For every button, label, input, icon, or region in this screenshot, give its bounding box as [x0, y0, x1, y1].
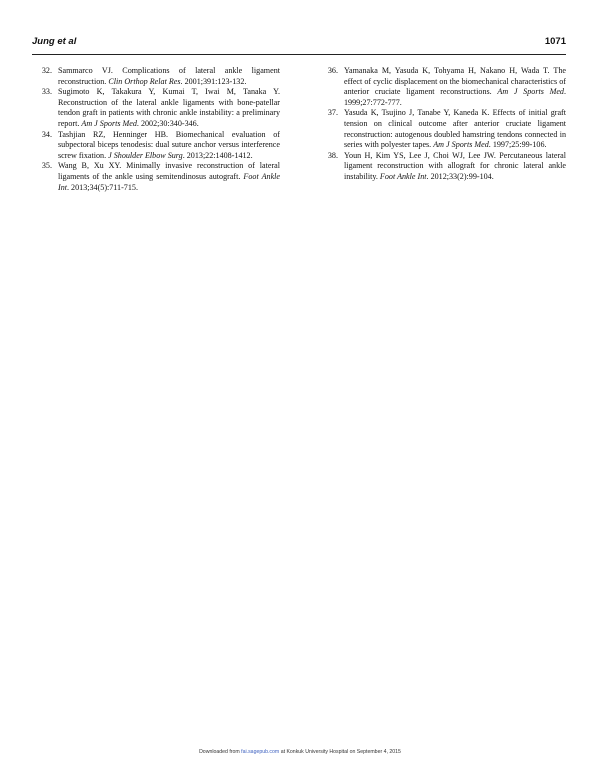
reference-item	[318, 108, 566, 150]
reference-journal: Am J Sports Med	[433, 140, 489, 150]
reference-citation: . 2012;33(2):99-104.	[426, 171, 494, 181]
reference-item	[32, 130, 280, 162]
header-rule	[32, 54, 566, 55]
reference-journal: Clin Orthop Relat Res	[108, 76, 181, 86]
reference-journal: Am J Sports Med	[497, 87, 564, 97]
reference-item	[32, 161, 280, 193]
reference-citation: . 1997;25:99-106.	[488, 140, 547, 150]
reference-journal: Foot Ankle Int	[58, 171, 280, 192]
reference-text: Tashjian RZ, Henninger HB. Biomechanical evaluation of subpectoral biceps tenodesis: dual suture anchor versus interference screw fixation.	[58, 129, 280, 160]
download-footer	[0, 749, 600, 755]
reference-journal: Am J Sports Med	[81, 118, 137, 128]
reference-text: Wang B, Xu XY. Minimally invasive reconstruction of lateral ligaments of the ankle using semitendinosus autograft.	[58, 161, 280, 181]
reference-text: Yamanaka M, Yasuda K, Tohyama H, Nakano H, Wada T. The effect of cyclic displacement on the biomechanical characteristics of anterior cruciate ligament reconstructions.	[344, 66, 566, 97]
reference-text: Yasuda K, Tsujino J, Tanabe Y, Kaneda K. Effects of initial graft tension on clinical outcome after anterior cruciate ligament reconstruction: autogenous doubled hamstring tendons connected in series with polyester tapes.	[344, 108, 566, 150]
reference-journal: Foot Ankle Int	[379, 171, 427, 181]
running-head-authors: Jung et al	[32, 36, 77, 47]
reference-item	[318, 66, 566, 108]
reference-number: 38.	[327, 150, 338, 160]
footer-prefix: Downloaded from	[199, 749, 242, 755]
reference-item	[32, 66, 280, 87]
page-number: 1071	[544, 36, 566, 47]
reference-number: 34.	[41, 129, 52, 139]
footer-suffix: at Konkuk University Hospital on September 4, 2015	[279, 749, 401, 755]
reference-text: Sugimoto K, Takakura Y, Kumai T, Iwai M, Tanaka Y. Reconstruction of the lateral ankle ligaments with bone-patellar tendon graft in patients with chronic ankle instability: a preliminary report.	[58, 87, 280, 128]
reference-text: Youn H, Kim YS, Lee J, Choi WJ, Lee JW. Percutaneous lateral ligament reconstruction with allograft for chronic lateral ankle instability.	[344, 150, 566, 181]
references-column-right	[318, 66, 566, 183]
reference-item	[32, 87, 280, 129]
reference-number: 33.	[41, 87, 52, 97]
reference-citation: . 1999;27:772-777.	[344, 87, 566, 107]
reference-journal: J Shoulder Elbow Surg	[108, 150, 183, 160]
reference-item	[318, 151, 566, 183]
reference-citation: . 2013;34(5):711-715.	[67, 182, 138, 192]
reference-number: 35.	[41, 161, 52, 171]
reference-number: 37.	[327, 108, 338, 118]
reference-number: 32.	[41, 66, 52, 75]
reference-citation: . 2001;391:123-132.	[180, 76, 247, 86]
reference-number: 36.	[327, 66, 338, 75]
running-header	[32, 36, 566, 52]
reference-citation: . 2002;30:340-346.	[136, 118, 199, 128]
footer-link[interactable]: fai.sagepub.com	[241, 749, 280, 755]
reference-citation: . 2013;22:1408-1412.	[182, 150, 253, 160]
references-column-left	[32, 66, 280, 193]
reference-text: Sammarco VJ. Complications of lateral ankle ligament reconstruction.	[58, 66, 280, 86]
